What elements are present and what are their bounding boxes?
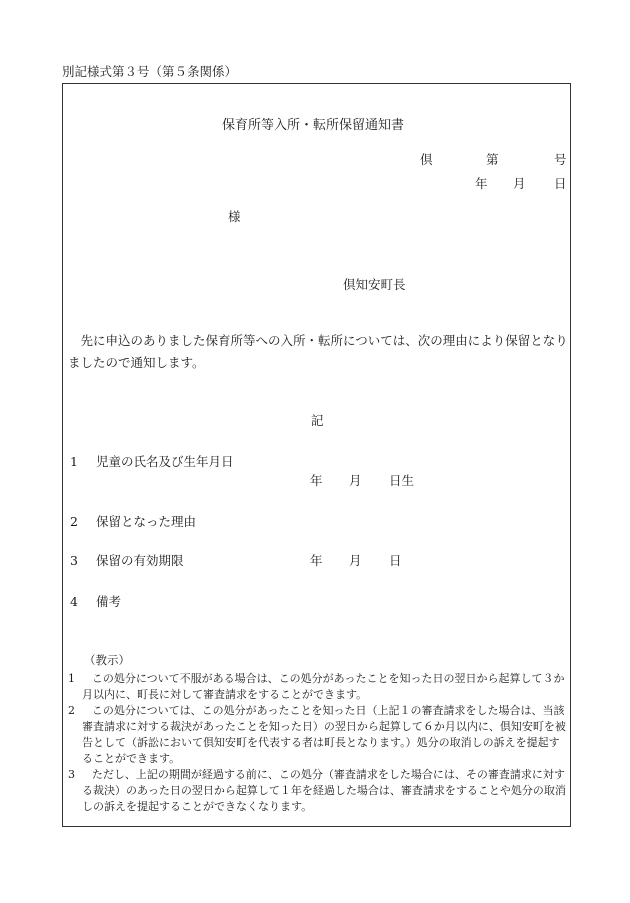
item-1-label: 児童の氏名及び生年月日 [96,454,234,469]
expiry-day: 日 [389,553,402,568]
addressee-suffix: 様 [228,209,241,224]
issuer: 倶知安町長 [343,277,406,292]
notice-text: ただし、上記の期間が経過する前に、この処分（審査請求をした場合には、その審査請求に対する裁決）のあった日の翌日から起算して１年を経過した場合は、審査請求をすることや処分の取消しの訴えを提起することができなくなります。 [82,768,566,813]
birth-day: 日生 [389,473,415,488]
ki-heading: 記 [311,413,324,428]
document-title: 保育所等入所・転所保留通知書 [222,118,405,133]
notices-list [68,671,568,815]
notice-item [68,767,568,815]
item-1-num: 1 [70,454,78,469]
doc-number-suffix: 号 [554,152,567,167]
doc-number-mid: 第 [486,152,499,167]
item-2-label: 保留となった理由 [96,514,197,529]
notice-item [68,703,568,767]
item-3-num: 3 [70,553,78,568]
item-2-num: 2 [70,514,78,529]
notice-text: この処分について不服がある場合は、この処分があったことを知った日の翌日から起算して３か月以内に、町長に対して審査請求をすることができます。 [82,672,565,701]
item-4-label: 備考 [96,594,122,609]
birth-month: 月 [349,473,362,488]
expiry-year: 年 [310,553,323,568]
doc-number-prefix: 倶 [420,152,433,167]
item-4-num: 4 [70,594,78,609]
notice-num: 1 [68,672,75,685]
notice-text: この処分については、この処分があったことを知った日（上記１の審査請求をした場合は、当該審査請求に対する裁決があったことを知った日）の翌日から起算して６か月以内に、倶知安町を被告として（訴訟において倶知安町を代表する者は町長となります。）処分の取消しの訴えを提起することができます。 [82,704,566,765]
item-3-label: 保留の有効期限 [96,553,184,568]
form-label: 別記様式第３号（第５条関係） [62,64,238,79]
notice-num: 2 [68,704,75,717]
notice-header: （教示） [84,653,130,667]
expiry-month: 月 [349,553,362,568]
notice-num: 3 [68,768,75,781]
body-text: 先に申込のありました保育所等への入所・転所については、次の理由により保留となりましたので通知します。 [68,333,568,370]
date-month: 月 [513,176,526,191]
notice-item [68,671,568,703]
date-day: 日 [554,176,567,191]
date-year: 年 [475,176,488,191]
birth-year: 年 [310,473,323,488]
